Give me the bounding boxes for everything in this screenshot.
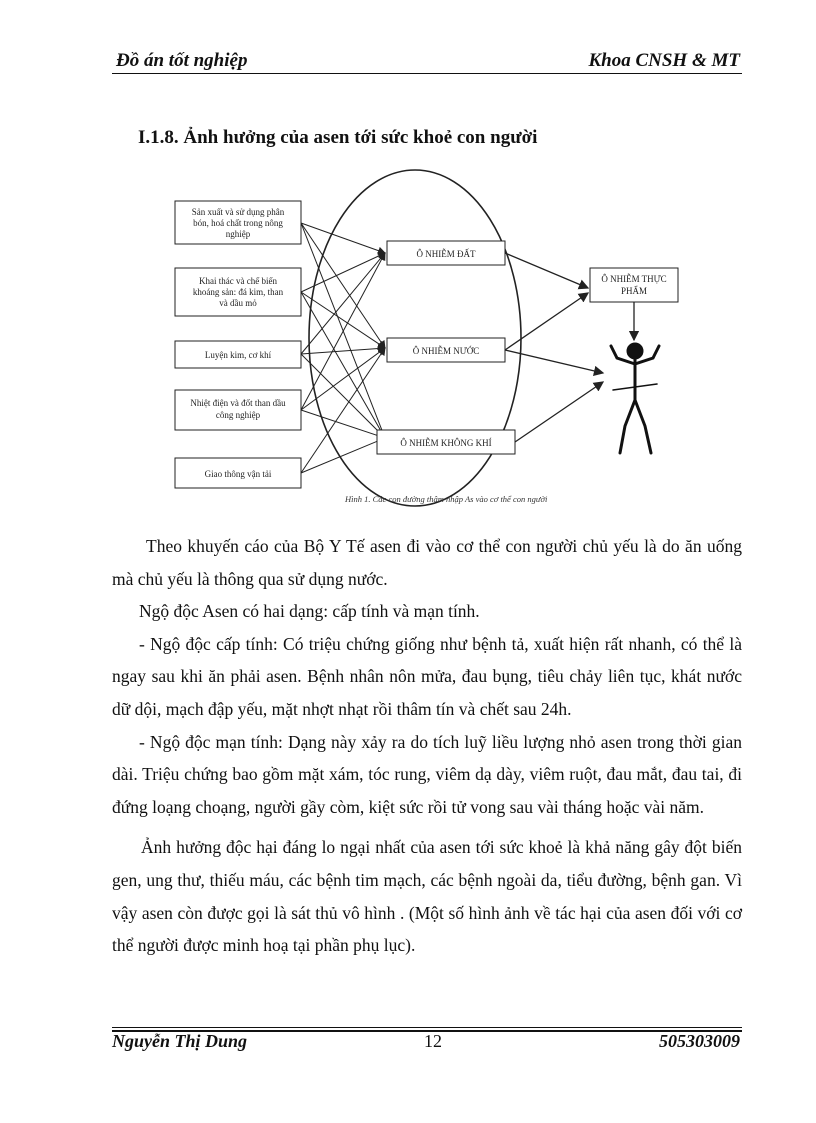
source-box-agriculture [175,201,301,244]
source-agriculture-line1: Sản xuất và sử dụng phân [191,207,285,217]
source-box-transport [175,458,301,488]
paragraph-2: Ngộ độc Asen có hai dạng: cấp tính và mạn tính. [139,601,480,622]
food-line2: PHẨM [620,286,648,296]
source-mining-line1: Khai thác và chế biến [199,276,277,286]
pollution-box-soil [387,241,505,265]
source-power-line2: công nghiệp [215,410,261,420]
pollution-soil-label: Ô NHIỄM ĐẤT [416,249,476,259]
source-arrows [301,223,385,473]
page-number: 12 [424,1031,442,1051]
figure-caption: Hình 1. Các con đường thâm nhập As vào cơ thể con người [345,494,548,504]
food-line1: Ô NHIỄM THỰC [601,274,667,284]
footer-author: Nguyễn Thị Dung [112,1031,248,1051]
source-mining-line2: khoáng sản: đá kim, than [192,287,284,297]
source-box-mining [175,268,301,316]
body-text [112,530,742,962]
source-transport-label: Giao thông vận tải [204,469,272,479]
source-agriculture-line3: nghiệp [225,229,251,239]
source-box-metallurgy [175,341,301,368]
source-mining-line3: và dầu mỏ [219,298,257,308]
header-right: Khoa CNSH & MT [588,50,740,71]
food-pollution-box [590,268,678,302]
paragraph-1: Theo khuyến cáo của Bộ Y Tế asen đi vào cơ thể con người chủ yếu là do ăn uống mà chủ yếu là thông qua sử dụng nước. [112,536,742,589]
section-heading: I.1.8. Ảnh hưởng của asen tới sức khoẻ con người [138,127,538,148]
source-box-power [175,390,301,430]
source-agriculture-line2: bón, hoá chất trong nông [193,218,283,228]
header-left: Đồ án tốt nghiệp [116,50,248,71]
footer-rule-thin [112,1027,742,1028]
header-rule [112,73,742,74]
source-power-line1: Nhiệt điện và đốt than dầu [190,398,286,408]
paragraph-4: - Ngộ độc mạn tính: Dạng này xảy ra do tích luỹ liều lượng nhỏ asen trong thời gian dài. Triệu chứng bao gồm mặt xám, tóc rung, viêm dạ dày, viêm ruột, đau mắt, đau tai, đi đứng loạng choạng, người gầy còm, kiệt sức rồi tử vong sau vài tháng hoặc vài năm. [112,731,742,817]
pollution-box-water [387,338,505,362]
pathway-diagram [165,168,713,516]
source-metallurgy-label: Luyện kim, cơ khí [204,350,272,360]
paragraph-5: Ảnh hưởng độc hại đáng lo ngại nhất của asen tới sức khoẻ là khả năng gây đột biến gen, ung thư, thiếu máu, các bệnh tim mạch, các bệnh ngoài da, tiểu đường, bệnh gan. Vì vậy asen còn được gọi là sát thủ vô hình . (Một số hình ảnh về tác hại của asen đối với cơ thể người được minh hoạ tại phần phụ lục). [112,837,742,956]
human-figure-icon [611,344,659,453]
footer-student-id: 505303009 [659,1031,740,1051]
paragraph-3: - Ngộ độc cấp tính: Có triệu chứng giống như bệnh tả, xuất hiện rất nhanh, có thể là ngay sau khi ăn phải asen. Bệnh nhân nôn mửa, đau bụng, tiêu chảy liên tục, khát nước dữ dội, mạch đập yếu, mặt nhợt nhạt rồi thâm tín và chết sau 24h. [112,633,742,719]
arsenic-pathway-figure [165,168,713,516]
pollution-water-label: Ô NHIỄM NƯỚC [412,346,480,356]
pollution-box-air [377,430,515,454]
pollution-air-label: Ô NHIỄM KHÔNG KHÍ [400,438,492,448]
